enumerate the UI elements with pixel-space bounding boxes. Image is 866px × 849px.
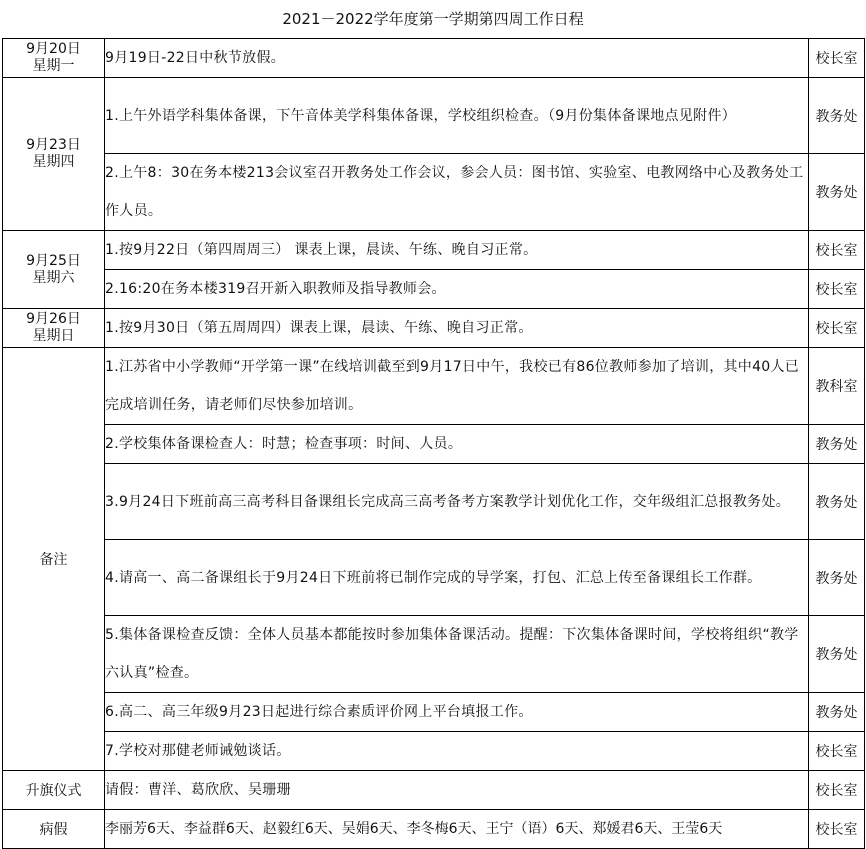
table-row: [3, 540, 865, 616]
date-cell: [3, 231, 105, 309]
schedule-table: [2, 38, 865, 849]
date-cell: [3, 78, 105, 231]
table-row: [3, 425, 865, 464]
table-row: [3, 154, 865, 231]
date-label: 9月23日: [26, 137, 81, 153]
sick-leave-text: 李丽芳6天、李益群6天、赵毅红6天、吴娟6天、李冬梅6天、王宁（语）6天、郑媛君6天、王莹6天: [105, 810, 809, 849]
sick-leave-label: 病假: [3, 810, 105, 849]
dept-cell: 校长室: [809, 270, 865, 309]
weekday-label: 星期日: [32, 328, 75, 344]
dept-cell: 教务处: [809, 616, 865, 693]
date-label: 9月20日: [26, 41, 81, 57]
item-text: 9月19日-22日中秋节放假。: [105, 39, 809, 78]
date-cell: [3, 39, 105, 78]
note-text: 3.9月24日下班前高三高考科目备课组长完成高三高考备考方案教学计划优化工作，交年级组汇总报教务处。: [105, 464, 809, 540]
table-row: [3, 348, 865, 425]
dept-cell: 教务处: [809, 464, 865, 540]
item-text: 1.按9月30日（第五周周四）课表上课，晨读、午练、晚自习正常。: [105, 309, 809, 348]
table-row: [3, 78, 865, 154]
item-text: 2.上午8：30在务本楼213会议室召开教务处工作会议，参会人员：图书馆、实验室、电教网络中心及教务处工作人员。: [105, 154, 809, 231]
item-text: 1.按9月22日（第四周周三） 课表上课，晨读、午练、晚自习正常。: [105, 231, 809, 270]
table-row: [3, 309, 865, 348]
flag-ceremony-label: 升旗仪式: [3, 771, 105, 810]
dept-cell: 校长室: [809, 231, 865, 270]
dept-cell: 教务处: [809, 693, 865, 732]
date-cell: [3, 309, 105, 348]
dept-cell: 教务处: [809, 540, 865, 616]
table-row: [3, 693, 865, 732]
note-text: 7.学校对那健老师诫勉谈话。: [105, 732, 809, 771]
flag-ceremony-text: 请假：曹洋、葛欣欣、吴珊珊: [105, 771, 809, 810]
table-row: [3, 231, 865, 270]
page-title: 2021－2022学年度第一学期第四周工作日程: [282, 10, 584, 28]
dept-cell: 教科室: [809, 348, 865, 425]
note-text: 6.高二、高三年级9月23日起进行综合素质评价网上平台填报工作。: [105, 693, 809, 732]
dept-cell: 教务处: [809, 425, 865, 464]
dept-cell: 教务处: [809, 154, 865, 231]
notes-label: 备注: [3, 348, 105, 771]
dept-cell: 校长室: [809, 39, 865, 78]
table-row: [3, 464, 865, 540]
dept-cell: 校长室: [809, 771, 865, 810]
table-row: [3, 810, 865, 849]
table-row: [3, 616, 865, 693]
dept-cell: 校长室: [809, 732, 865, 771]
date-label: 9月26日: [26, 311, 81, 327]
dept-cell: 教务处: [809, 78, 865, 154]
item-text: 1.上午外语学科集体备课，下午音体美学科集体备课，学校组织检查。（9月份集体备课地点见附件）: [105, 78, 809, 154]
weekday-label: 星期六: [32, 269, 75, 286]
note-text: 2.学校集体备课检查人：时慧；检查事项：时间、人员。: [105, 425, 809, 464]
table-row: [3, 270, 865, 309]
weekday-label: 星期四: [32, 154, 75, 170]
dept-cell: 校长室: [809, 309, 865, 348]
table-row: [3, 771, 865, 810]
table-row: [3, 732, 865, 771]
item-text: 2.16:20在务本楼319召开新入职教师及指导教师会。: [105, 270, 809, 309]
weekday-label: 星期一: [32, 58, 75, 74]
date-label: 9月25日: [26, 252, 81, 269]
note-text: 5.集体备课检查反馈：全体人员基本都能按时参加集体备课活动。提醒：下次集体备课时间，学校将组织“教学六认真”检查。: [105, 616, 809, 693]
dept-cell: 校长室: [809, 810, 865, 849]
note-text: 1.江苏省中小学教师“开学第一课”在线培训截至到9月17日中午，我校已有86位教师参加了培训，其中40人已完成培训任务，请老师们尽快参加培训。: [105, 348, 809, 425]
table-row: [3, 39, 865, 78]
note-text: 4.请高一、高二备课组长于9月24日下班前将已制作完成的导学案，打包、汇总上传至备课组长工作群。: [105, 540, 809, 616]
